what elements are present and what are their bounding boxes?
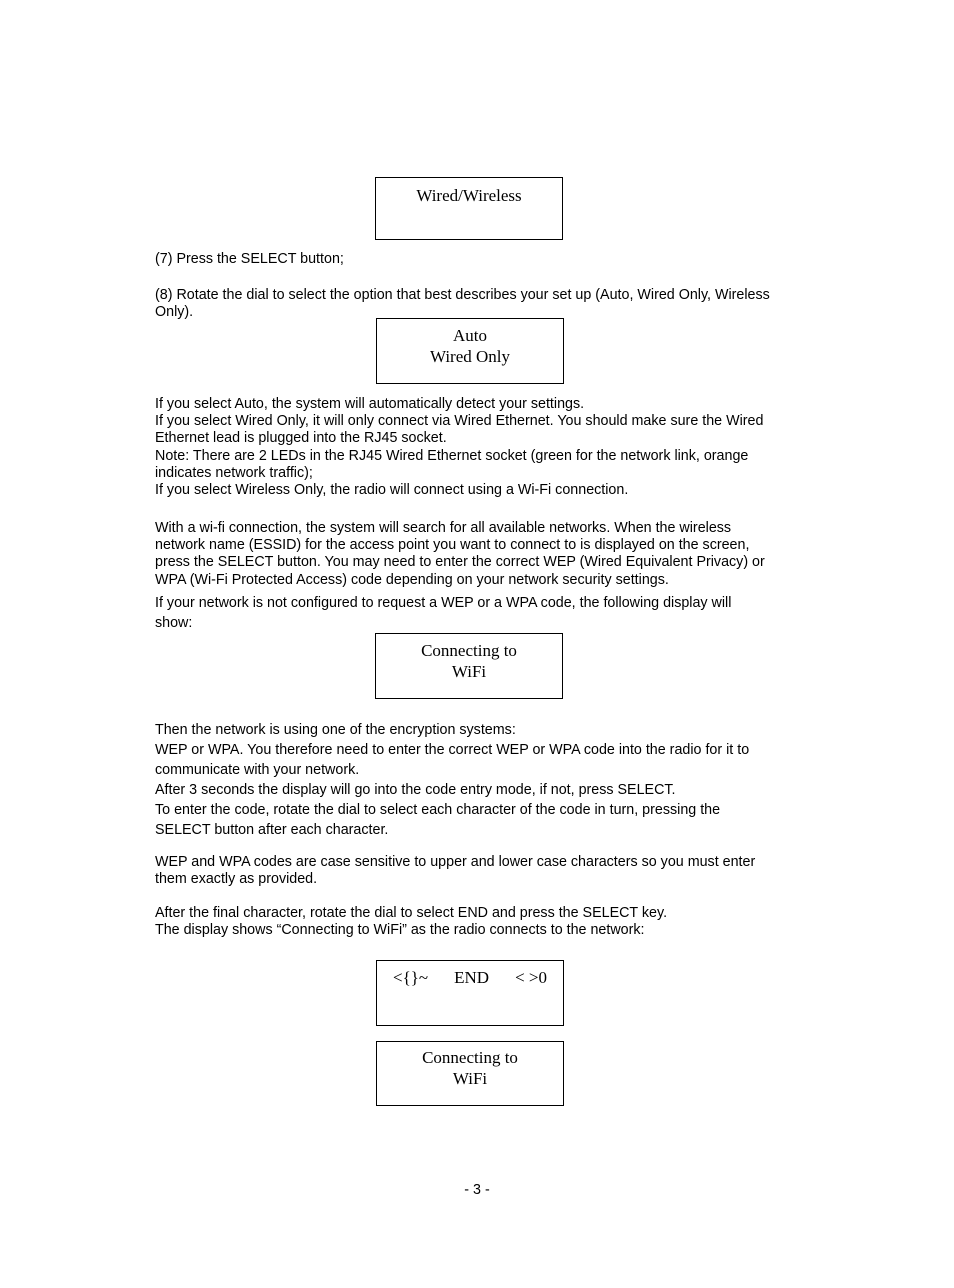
text-line: The display shows “Connecting to WiFi” as the radio connects to the network:	[155, 922, 645, 939]
display-code-entry	[376, 960, 564, 1026]
wifi-description	[155, 520, 805, 589]
text-line: SELECT button after each character.	[155, 822, 389, 838]
text-line: After the final character, rotate the dial to select END and press the SELECT key.	[155, 905, 668, 921]
text-line: WEP or WPA. You therefore need to enter the correct WEP or WPA code into the radio for it to	[155, 742, 750, 758]
text-line: If your network is not configured to request a WEP or a WPA code, the following display will	[155, 595, 732, 611]
text-line: If you select Wired Only, it will only connect via Wired Ethernet. You should make sure the Wired	[155, 413, 764, 430]
text-line: Note: There are 2 LEDs in the RJ45 Wired Ethernet socket (green for the network link, orange	[155, 447, 749, 464]
text-line: them exactly as provided.	[155, 871, 318, 888]
text-line: If you select Wireless Only, the radio will connect using a Wi-Fi connection.	[155, 482, 629, 499]
code-end-option: END	[454, 968, 490, 987]
text-line: network name (ESSID) for the access point you want to connect to is displayed on the screen,	[155, 537, 750, 554]
page-number: - 3 -	[464, 1182, 490, 1198]
text-line: (7) Press the SELECT button;	[155, 251, 344, 267]
text-line: communicate with your network.	[155, 762, 360, 778]
text-line: WPA (Wi-Fi Protected Access) code depending on your network security settings.	[155, 571, 669, 588]
display-line: Connecting to	[422, 1048, 518, 1067]
text-line: Ethernet lead is plugged into the RJ45 socket.	[155, 430, 447, 447]
display-line: WiFi	[451, 662, 487, 681]
display-line: Wired/Wireless	[416, 186, 522, 205]
text-line: To enter the code, rotate the dial to select each character of the code in turn, pressing the	[155, 802, 721, 818]
text-line: If you select Auto, the system will automatically detect your settings.	[155, 396, 585, 412]
display-connecting-wifi	[375, 633, 563, 699]
text-line: Only).	[155, 304, 194, 321]
options-description	[155, 396, 805, 499]
display-auto-wired	[376, 318, 564, 384]
display-wired-wireless	[375, 177, 563, 240]
no-code-description	[155, 593, 805, 633]
display-line: Wired Only	[429, 347, 511, 366]
case-description	[155, 854, 805, 888]
display-line: WiFi	[452, 1069, 488, 1088]
code-entry-row	[377, 967, 563, 988]
display-line: Connecting to	[421, 641, 517, 660]
step-8-text	[155, 287, 805, 321]
display-connecting-wifi-final	[376, 1041, 564, 1106]
encryption-description	[155, 720, 805, 840]
final-description	[155, 905, 805, 939]
text-line: indicates network traffic);	[155, 464, 313, 481]
text-line: Then the network is using one of the encryption systems:	[155, 722, 516, 738]
step-7-text	[155, 251, 805, 268]
code-chars-right: < >0	[515, 968, 547, 987]
text-line: show:	[155, 615, 193, 631]
text-line: press the SELECT button. You may need to enter the correct WEP (Wired Equivalent Privacy) or	[155, 554, 765, 571]
text-line: With a wi-fi connection, the system will search for all available networks. When the wireless	[155, 520, 732, 536]
display-line: Auto	[453, 326, 487, 345]
text-line: WEP and WPA codes are case sensitive to upper and lower case characters so you must enter	[155, 854, 756, 870]
text-line: (8) Rotate the dial to select the option that best describes your set up (Auto, Wired Only, Wireless	[155, 287, 770, 303]
text-line: After 3 seconds the display will go into the code entry mode, if not, press SELECT.	[155, 782, 676, 798]
code-chars-left: <{}~	[393, 968, 429, 987]
